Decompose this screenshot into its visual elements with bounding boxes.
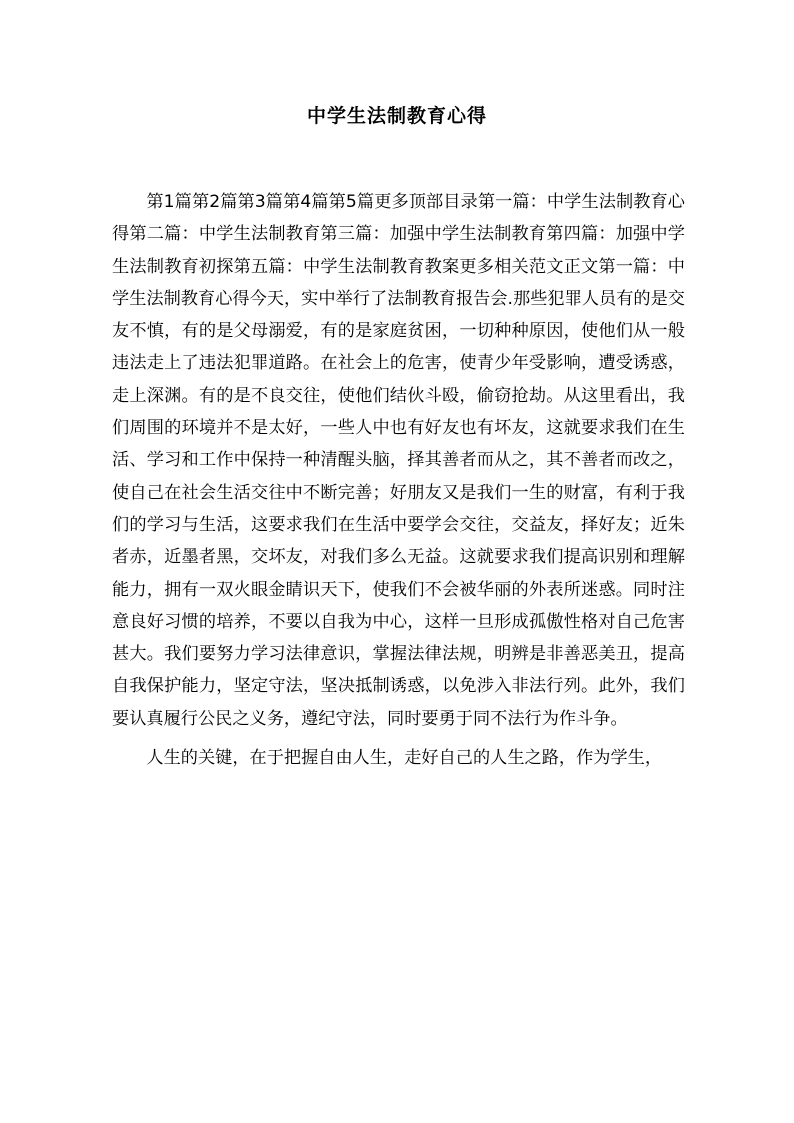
document-body bbox=[112, 186, 685, 781]
body-paragraph: 人生的关键，在于把握自由人生，走好自己的人生之路，作为学生， bbox=[146, 748, 663, 769]
document-title: 中学生法制教育心得 bbox=[306, 105, 487, 127]
body-paragraph: 第1篇第2篇第3篇第4篇第5篇更多顶部目录第一篇：中学生法制教育心得第二篇：中学生法制教育第三篇：加强中学生法制教育第四篇：加强中学生法制教育初探第五篇：中学生法制教育教案更多相关范文正文第一篇：中学生法制教育心得今天，实中举行了法制教育报告会.那些犯罪人员有的是交友不慎，有的是父母溺爱，有的是家庭贫困，一切种种原因，使他们从一般违法走上了违法犯罪道路。在社会上的危害，使青少年受影响，遭受诱惑，走上深渊。有的是不良交往，使他们结伙斗殴，偷窃抢劫。从这里看出，我们周围的环境并不是太好，一些人中也有好友也有坏友，这就要求我们在生活、学习和工作中保持一种清醒头脑，择其善者而从之，其不善者而改之，使自己在社会生活交往中不断完善；好朋友又是我们一生的财富，有利于我们的学习与生活，这要求我们在生活中要学会交往，交益友，择好友；近朱者赤，近墨者黑，交坏友，对我们多么无益。这就要求我们提高识别和理解能力，拥有一双火眼金睛识天下，使我们不会被华丽的外表所迷惑。同时注意良好习惯的培养，不要以自我为中心，这样一旦形成孤傲性格对自己危害甚大。我们要努力学习法律意识，掌握法律法规，明辨是非善恶美丑，提高自我保护能力，坚定守法，坚决抵制诱惑，以免涉入非法行列。此外，我们要认真履行公民之义务，遵纪守法，同时要勇于同不法行为作斗争。 bbox=[112, 192, 685, 729]
